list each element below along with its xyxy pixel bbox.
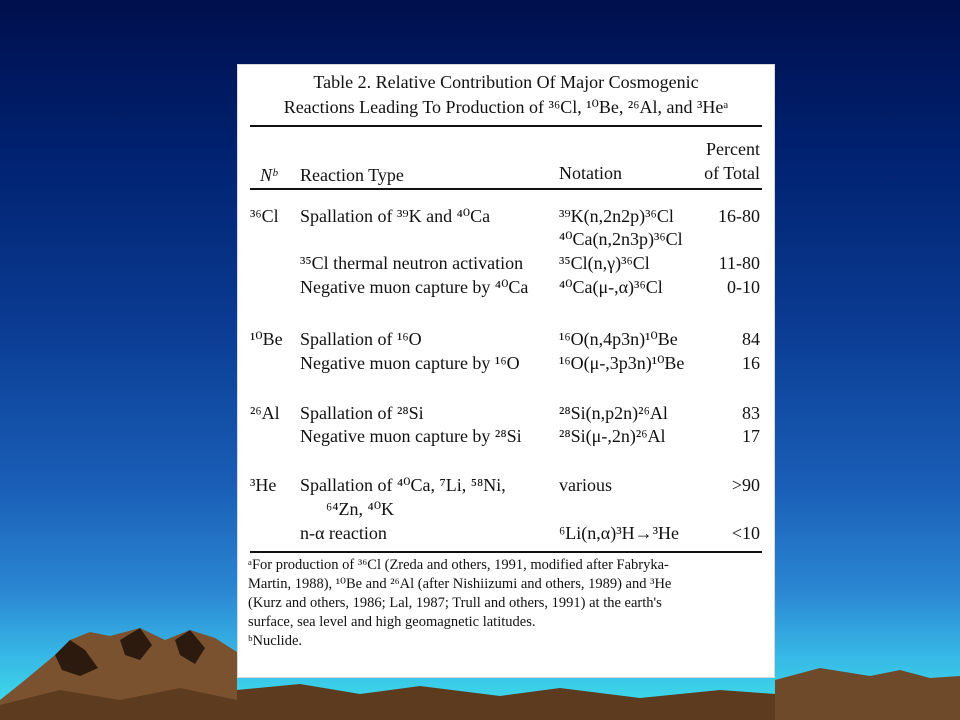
percent-cell: >90 (731, 475, 760, 495)
notation-cell: ²⁸Si(μ-,2n)²⁶Al (559, 426, 666, 446)
table-title-line-2: Reactions Leading To Production of ³⁶Cl, ¹⁰Be, ²⁶Al, and ³Heᵃ (283, 97, 729, 117)
nuclide-cell: ¹⁰Be (250, 329, 283, 349)
reaction-cell: ³⁵Cl thermal neutron activation (300, 253, 524, 273)
reaction-cell: Negative muon capture by ¹⁶O (300, 353, 520, 373)
footnote-line: (Kurz and others, 1986; Lal, 1987; Trull and others, 1991) at the earth's (248, 595, 662, 611)
footnote-line: ᵃFor production of ³⁶Cl (Zreda and others, 1991, modified after Fabryka- (248, 557, 669, 573)
nuclide-cell: ³⁶Cl (250, 206, 279, 226)
percent-cell: <10 (731, 523, 760, 543)
header-reaction-type: Reaction Type (300, 165, 404, 185)
notation-cell: ⁴⁰Ca(n,2n3p)³⁶Cl (559, 229, 683, 249)
percent-cell: 17 (742, 426, 760, 446)
percent-cell: 83 (742, 403, 760, 423)
reaction-cell: Negative muon capture by ⁴⁰Ca (300, 277, 529, 297)
notation-cell: ³⁹K(n,2n2p)³⁶Cl (559, 206, 674, 226)
notation-cell: ¹⁶O(μ-,3p3n)¹⁰Be (559, 353, 685, 373)
notation-cell: ³⁵Cl(n,γ)³⁶Cl (559, 253, 650, 273)
nuclide-cell: ³He (250, 475, 277, 495)
rule-bottom (250, 551, 762, 553)
header-percent-line-2: of Total (704, 163, 760, 183)
notation-cell: ²⁸Si(n,p2n)²⁶Al (559, 403, 668, 423)
percent-cell: 16-80 (718, 206, 760, 226)
footnote-line: surface, sea level and high geomagnetic latitudes. (248, 614, 536, 630)
table-card (237, 64, 775, 678)
percent-cell: 11-80 (718, 253, 760, 273)
reaction-cell: ⁶⁴Zn, ⁴⁰K (326, 499, 395, 519)
rule-top (250, 125, 762, 127)
header-nuclide: Nᵇ (260, 165, 277, 185)
percent-cell: 16 (742, 353, 760, 373)
table-title-line-1: Table 2. Relative Contribution Of Major Cosmogenic (313, 72, 699, 92)
reaction-cell: n-α reaction (300, 523, 387, 543)
reaction-cell: Spallation of ²⁸Si (300, 403, 424, 423)
notation-cell: various (559, 475, 612, 495)
header-notation: Notation (559, 163, 622, 183)
rule-header (250, 188, 762, 190)
reaction-cell: Spallation of ¹⁶O (300, 329, 422, 349)
percent-cell: 0-10 (727, 277, 760, 297)
nuclide-cell: ²⁶Al (250, 403, 280, 423)
reaction-cell: Spallation of ³⁹K and ⁴⁰Ca (300, 206, 491, 226)
header-percent-line-1: Percent (706, 139, 760, 159)
footnote-line: Martin, 1988), ¹⁰Be and ²⁶Al (after Nishiizumi and others, 1989) and ³He (248, 576, 672, 592)
mountain-silhouette-bottom (237, 684, 775, 720)
footnote-line: ᵇNuclide. (248, 633, 303, 649)
notation-cell: ⁶Li(n,α)³H→³He (559, 523, 679, 543)
notation-cell: ⁴⁰Ca(μ-,α)³⁶Cl (559, 277, 663, 297)
reaction-cell: Negative muon capture by ²⁸Si (300, 426, 522, 446)
reaction-cell: Spallation of ⁴⁰Ca, ⁷Li, ⁵⁸Ni, (300, 475, 506, 495)
percent-cell: 84 (742, 329, 760, 349)
notation-cell: ¹⁶O(n,4p3n)¹⁰Be (559, 329, 678, 349)
mountain-silhouette-right (775, 668, 960, 720)
